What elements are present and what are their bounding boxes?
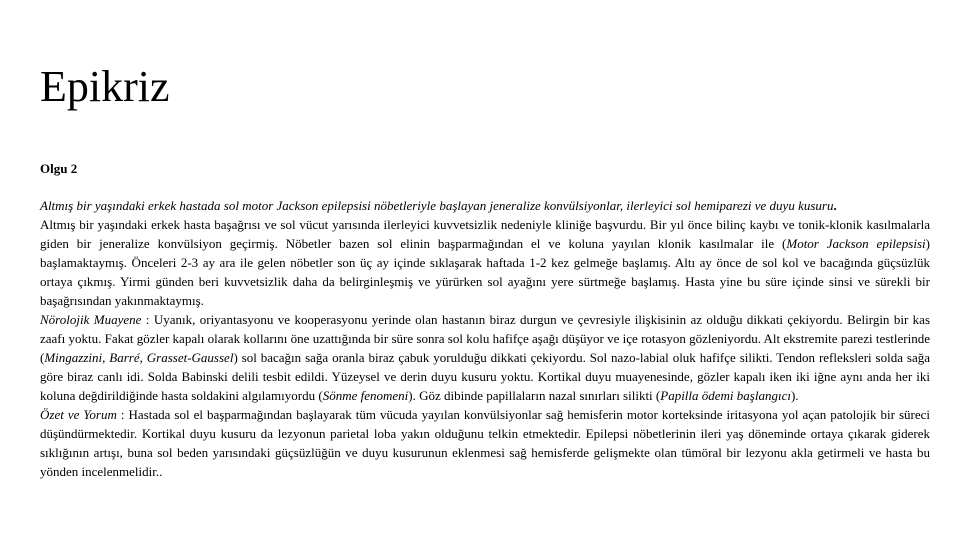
neuro-term-3: Papilla ödemi başlangıcı [660,388,791,403]
history-text-2: ) başlamaktaymış. Önceleri 2-3 ay ara ile gelen nöbetler son üç ay içinde sıklaşarak haftada 1-2 kez gelmeğe başlamış. Altı ay önce de sol kol ve bacağında güçsüzlük ortaya çıkmış. Yirmi günden beri kuvvetsizlik daha da belirginleşmiş ve yürürken sol ayağını yere sürtmeğe başlamış. Hasta yine bu süre içinde sinsi ve sürekli bir başağrısından yakınmaktaymış. [40,236,930,308]
case-summary-end: . [833,198,837,213]
case-summary [40,196,930,215]
case-label: Olgu 2 [40,161,78,176]
neuro-text-2: ) sol bacağın sağa oranla biraz çabuk yorulduğu dikkati çekiyordu. Sol nazo-labial oluk hafifçe silikti. Tendon refleksleri solda sağa göre biraz canlı idi. Solda Babinski delili tesbit edildi. Yüzeysel ve derin duyu kusuru yoktu. Kortikal duyu muayenesinde, gözler kapalı iken iki iğne aynı anda her iki koluna değdirildiğinde hasta soldakini algılamıyordu ( [40,350,930,403]
page-title: Epikriz [40,62,170,111]
summary-text-1: : Hastada sol el başparmağından başlayarak tüm vücuda yayılan konvülsiyonlar sağ hemisferin motor korteksinde iritasyona yol açan patolojik bir süreci düşündürmektedir. Kortikal duyu kusuru da lezyonun parietal loba yakın olduğunu telkin etmektedir. Epilepsi nöbetlerinin ileri yaş döneminde ortaya çıkarak giderek sıklığının artışı, buna sol beden yarısındaki güçsüzlüğün ve duyu kusurunun eklenmesi sağ hemisferde gelişmekte olan tümöral bir lezyonu akla getirmeli ve hasta bu yönden incelenmelidir.. [40,407,930,479]
case-summary-text: Altmış bir yaşındaki erkek hastada sol motor Jackson epilepsisi nöbetleriyle başlayan jeneralize konvülsiyonlar, ilerleyici sol hemiparezi ve duyu kusuru [40,198,834,213]
neuro-exam-paragraph [40,310,930,405]
case-body [40,196,930,481]
history-text-1: Altmış bir yaşındaki erkek hasta başağrısı ve sol vücut yarısında ilerleyici kuvvetsizlik nedeniyle kliniğe başvurdu. Bir yıl önce bilinç kaybı ve tonik-klonik kasılmalarla giden bir jeneralize konvülsiyon geçirmiş. Nöbetler bazen sol elinin başparmağından el ve koluna yayılan klonik kasılmalar ile ( [40,217,930,251]
neuro-exam-label: Nörolojik Muayene [40,312,142,327]
neuro-term-2: Sönme fenomeni [322,388,409,403]
neuro-text-4: ). [790,388,799,403]
summary-label: Özet ve Yorum [40,407,117,422]
neuro-text-1: : Uyanık, oriyantasyonu ve kooperasyonu yerinde olan hastanın biraz durgun ve çevresiyle ilişkisinin az olduğu dikkati çekiyordu. Belirgin bir kas zaafı yoktu. Fakat gözler kapalı olarak kollarını öne uzattığında bir süre sonra sol kolu hafifçe aşağı düşüyor ve içe rotasyon gözleniyordu. Alt ekstremite parezi testlerinde ( [40,312,931,365]
history-term-1: Motor Jackson epilepsisi [786,236,926,251]
history-paragraph [40,215,930,310]
neuro-term-1: Mingazzini, Barré, Grasset-Gaussel [44,350,234,365]
neuro-text-3: ). Göz dibinde papillaların nazal sınırları silikti ( [408,388,661,403]
summary-paragraph [40,405,930,481]
